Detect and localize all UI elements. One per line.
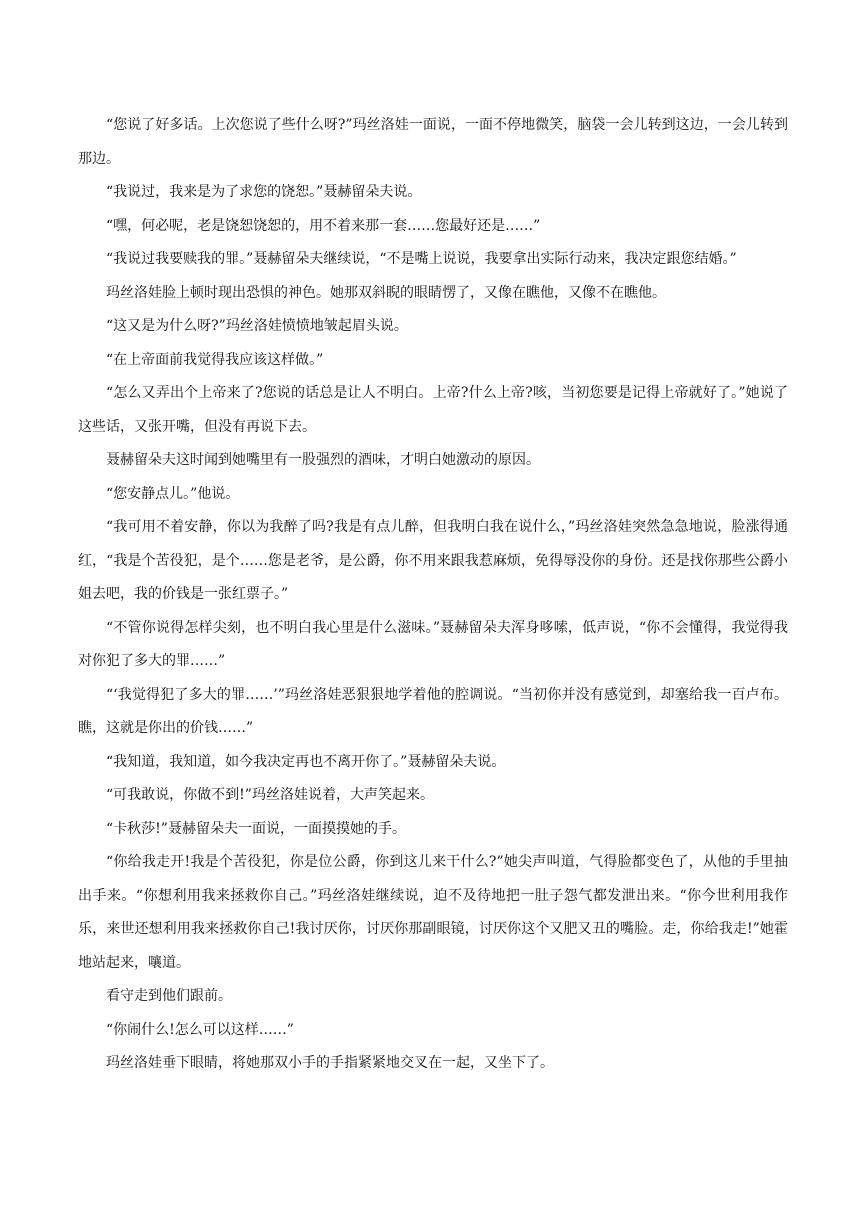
paragraph: “我知道，我知道，如今我决定再也不离开你了。”聂赫留朵夫说。: [106, 753, 506, 770]
paragraph: “嘿，何必呢，老是饶恕饶恕的，用不着来那一套……您最好还是……”: [106, 217, 541, 234]
paragraph: “不管你说得怎样尖刻，也不明白我心里是什么滋味。”聂赫留朵夫浑身哆嗦，低声说，“你不会懂得，我觉得我对你犯了多大的罪……”: [78, 619, 788, 669]
paragraph: “怎么又弄出个上帝来了?您说的话总是让人不明白。上帝?什么上帝?咳，当初您要是记得上帝就好了。”她说了这些话，又张开嘴，但没有再说下去。: [78, 385, 788, 435]
paragraph: 聂赫留朵夫这时闻到她嘴里有一股强烈的酒味，才明白她激动的原因。: [106, 452, 540, 468]
paragraph: 看守走到他们跟前。: [106, 988, 232, 1004]
paragraph: “你给我走开!我是个苦役犯，你是位公爵，你到这儿来干什么?”她尖声叫道，气得脸都变色了，从他的手里抽出手来。“你想利用我来拯救你自己。”玛丝洛娃继续说，迫不及待地把一肚子怨气都发泄出来。“你今世利用我作乐，来世还想利用我来拯救你自己!我讨厌你，讨厌你那副眼镜，讨厌你这个又肥又丑的嘴脸。走，你给我走!”她霍地站起来，嚷道。: [78, 854, 788, 971]
paragraph: “您说了好多话。上次您说了些什么呀?”玛丝洛娃一面说，一面不停地微笑，脑袋一会儿转到这边，一会儿转到那边。: [78, 117, 788, 167]
paragraph: “卡秋莎!”聂赫留朵夫一面说，一面摸摸她的手。: [106, 820, 406, 837]
paragraph: 玛丝洛娃垂下眼睛，将她那双小手的手指紧紧地交叉在一起，又坐下了。: [106, 1055, 554, 1071]
paragraph: “您安静点儿。”他说。: [106, 485, 240, 502]
paragraph: “我说过，我来是为了求您的饶恕。”聂赫留朵夫说。: [106, 184, 422, 200]
paragraph: “在上帝面前我觉得我应该这样做。”: [106, 351, 324, 368]
paragraph: “我说过我要赎我的罪。”聂赫留朵夫继续说，“不是嘴上说说，我要拿出实际行动来，我决定跟您结婚。”: [106, 251, 737, 267]
paragraph: “这又是为什么呀?”玛丝洛娃愤愤地皱起眉头说。: [106, 318, 408, 334]
paragraph: 玛丝洛娃脸上顿时现出恐惧的神色。她那双斜睨的眼睛愣了，又像在瞧他，又像不在瞧他。: [106, 284, 666, 301]
paragraph: “可我敢说，你做不到!”玛丝洛娃说着，大声笑起来。: [106, 787, 434, 803]
document-body: [78, 109, 788, 1081]
paragraph: “你闹什么!怎么可以这样……”: [106, 1021, 294, 1038]
paragraph: “我可用不着安静，你以为我醉了吗?我是有点儿醉，但我明白我在说什么，”玛丝洛娃突然急急地说，脸涨得通红，“我是个苦役犯，是个……您是老爷，是公爵，你不用来跟我惹麻烦，免得辱没你的身份。还是找你那些公爵小姐去吧，我的价钱是一张红票子。”: [78, 519, 788, 602]
paragraph: “‘我觉得犯了多大的罪……’”玛丝洛娃恶狠狠地学着他的腔调说。“当初你并没有感觉到，却塞给我一百卢布。瞧，这就是你出的价钱……”: [78, 686, 788, 736]
